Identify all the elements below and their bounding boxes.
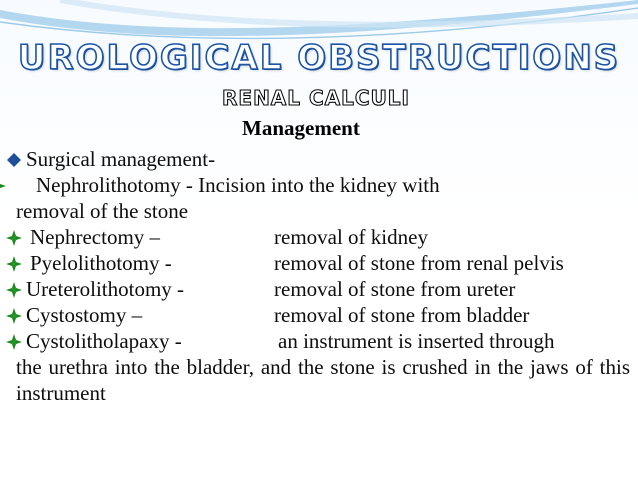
item-continuation: removal of the stone — [16, 199, 189, 223]
section-heading: Management — [242, 116, 360, 140]
bullet-list — [6, 146, 630, 406]
item-definition: an instrument is inserted through — [278, 329, 555, 353]
slide-subtitle: RENAL CALCULI — [222, 86, 410, 110]
list-item — [6, 302, 630, 328]
item-definition: removal of stone from bladder — [274, 303, 530, 327]
list-item — [6, 250, 630, 276]
slide-title: UROLOGICAL OBSTRUCTIONS — [17, 38, 621, 78]
item-term: Ureterolithotomy - — [26, 277, 185, 301]
list-item — [6, 328, 630, 406]
item-definition: removal of kidney — [274, 225, 428, 249]
item-term: Nephrolithotomy - Incision into the kidney with — [36, 173, 440, 197]
four-leaf-diamond-icon — [6, 250, 26, 276]
four-leaf-diamond-icon — [6, 224, 26, 250]
item-definition: removal of stone from ureter — [274, 277, 516, 301]
item-continuation: the urethra into the bladder, and the stone is crushed in the jaws of this instrument — [16, 355, 630, 405]
four-leaf-diamond-icon — [6, 302, 26, 328]
filled-diamond-icon — [6, 146, 26, 172]
intro-text: Surgical management- — [26, 147, 216, 171]
four-leaf-diamond-icon — [6, 172, 26, 198]
list-item — [6, 276, 630, 302]
item-definition: removal of stone from renal pelvis — [274, 251, 564, 275]
list-item — [6, 224, 630, 250]
item-term: Cystostomy – — [26, 303, 143, 327]
four-leaf-diamond-icon — [6, 328, 26, 354]
item-term: Cystolitholapaxy - — [26, 329, 182, 353]
intro-item — [6, 146, 630, 172]
four-leaf-diamond-icon — [6, 276, 26, 302]
item-term: Pyelolithotomy - — [30, 251, 172, 275]
item-term: Nephrectomy – — [30, 225, 161, 249]
list-item — [6, 172, 630, 224]
